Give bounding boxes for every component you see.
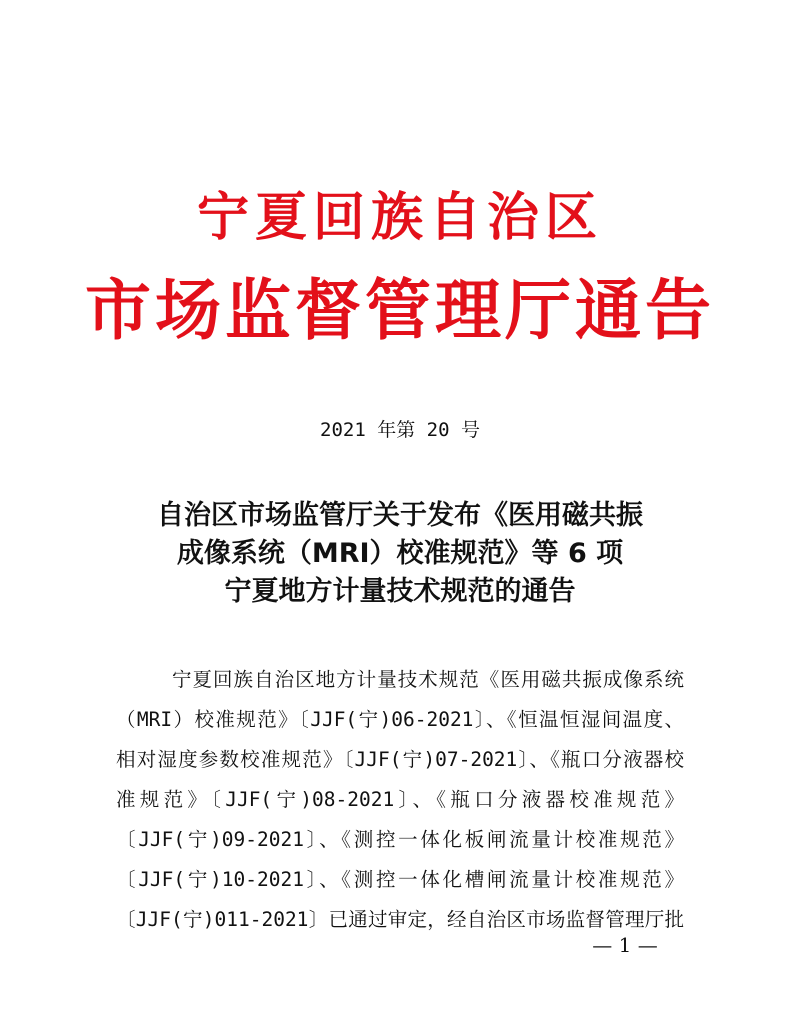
body-line: 相对湿度参数校准规范》〔JJF(宁)07-2021〕、《瓶口分液器校: [116, 748, 684, 771]
document-title: [0, 497, 800, 611]
body-line: 〔JJF(宁)10-2021〕、《测控一体化槽闸流量计校准规范》: [116, 868, 684, 891]
issuer-header-line1: 宁夏回族自治区: [196, 187, 603, 248]
body-paragraph: [116, 660, 684, 940]
title-line: 宁夏地方计量技术规范的通告: [224, 576, 576, 607]
body-line: 宁夏回族自治区地方计量技术规范《医用磁共振成像系统: [172, 668, 684, 691]
title-line: 成像系统（MRI）校准规范》等 6 项: [176, 538, 624, 569]
body-line: 〔JJF(宁)011-2021〕已通过审定，经自治区市场监督管理厅批: [116, 908, 684, 931]
body-line: 准规范》〔JJF(宁)08-2021〕、《瓶口分液器校准规范》: [116, 788, 684, 811]
page-number: — 1 —: [592, 933, 658, 957]
issuer-header-line2: 市场监督管理厅通告: [85, 271, 715, 349]
document-number: 2021 年第 20 号: [320, 419, 480, 441]
title-line: 自治区市场监管厅关于发布《医用磁共振: [157, 500, 643, 531]
body-line: 〔JJF(宁)09-2021〕、《测控一体化板闸流量计校准规范》: [116, 828, 684, 851]
body-line: （MRI）校准规范》〔JJF(宁)06-2021〕、《恒温恒湿间温度、: [116, 708, 684, 731]
